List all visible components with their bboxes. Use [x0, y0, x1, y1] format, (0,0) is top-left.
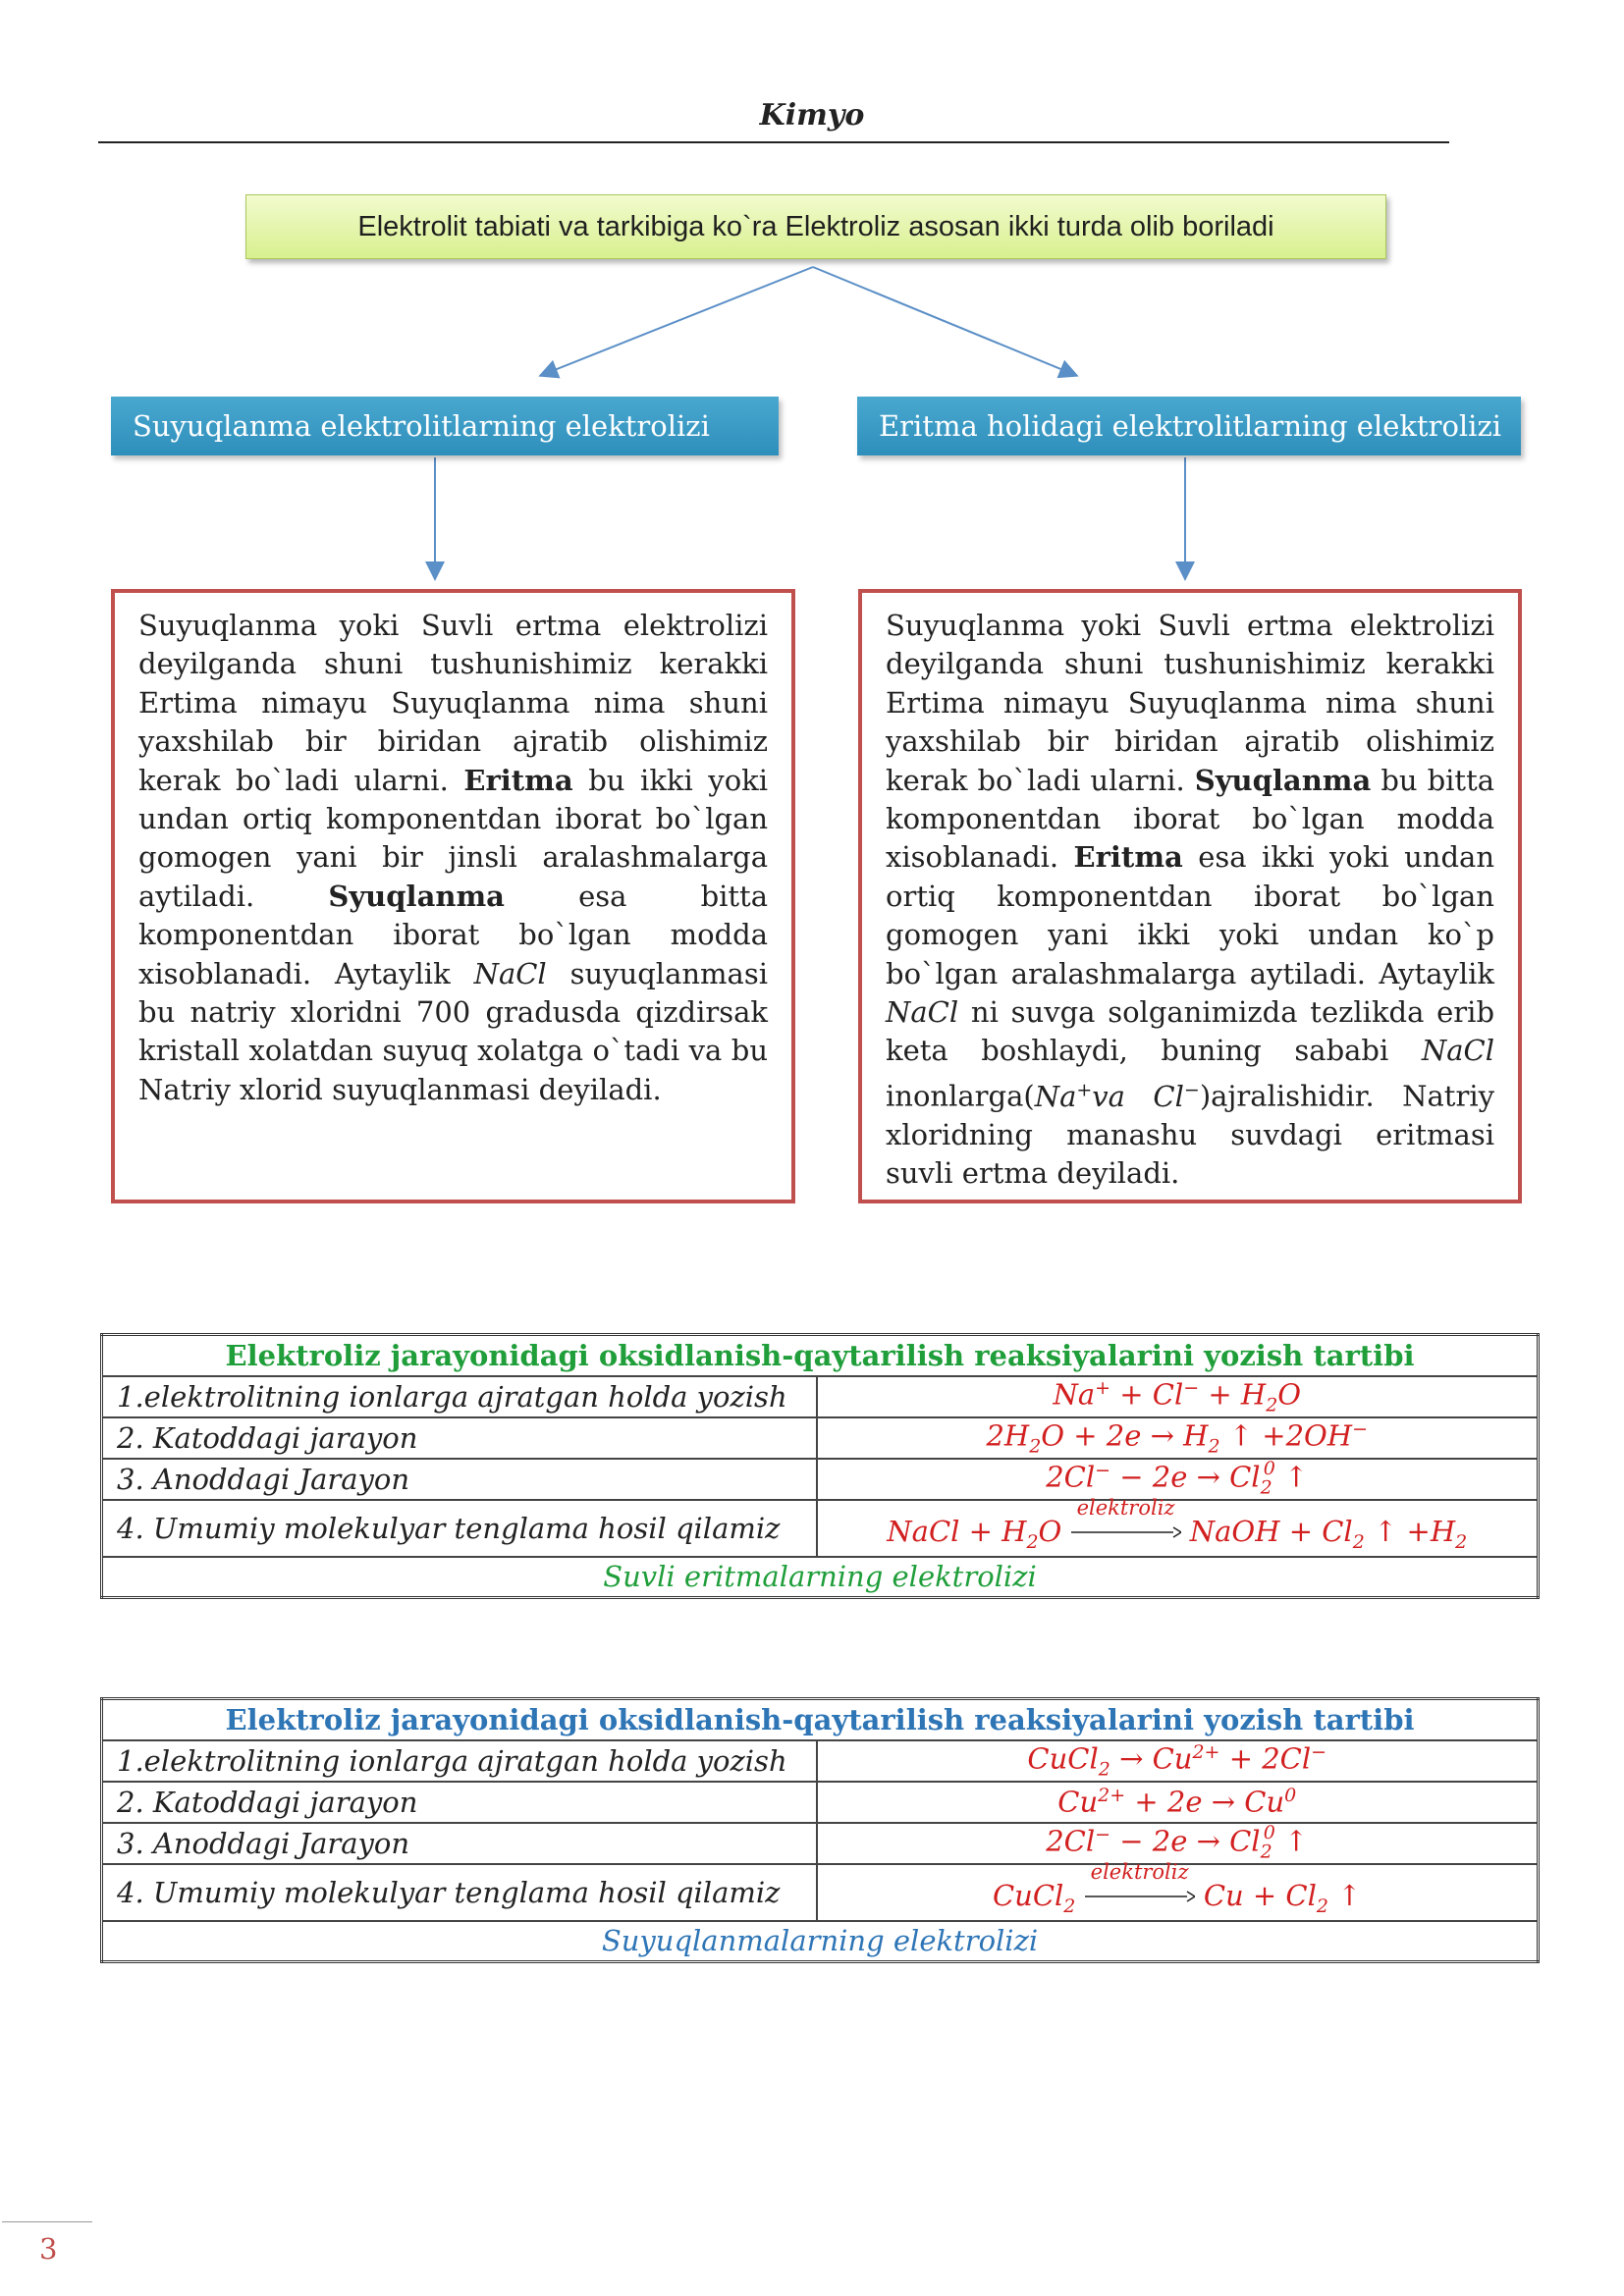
- table-row-label: 2. Katoddagi jarayon: [102, 1782, 817, 1823]
- page-number: 3: [39, 2232, 58, 2266]
- left-explanation-box: [111, 589, 795, 1203]
- equation-overall: CuCl$_2$ elektroliz $Cu + Cl_2$ ↑: [817, 1864, 1539, 1921]
- left-text-part: esa bitta komponentdan iborat bo`lgan modda xisoblanadi. Aytaylik: [138, 879, 768, 990]
- left-bold-term: Eritma: [463, 763, 573, 797]
- right-formula: Na+va Cl−: [1034, 1078, 1200, 1113]
- table1-footer-text: Suvli eritmalarning elektrolizi: [603, 1560, 1037, 1594]
- flow-arrows: [0, 0, 1624, 609]
- arrow-to-right: [813, 267, 1075, 375]
- right-text-part: esa ikki yoki undan ortiq komponentdan iborat bo`lgan gomogen yani ikki yoki undan ko`p bo`lgan aralashmalarga aytiladi. Aytaylik: [886, 840, 1495, 990]
- arrow-to-left: [542, 267, 813, 375]
- equation-anode: $2Cl^- - 2e \to Cl_2^0$ ↑: [817, 1823, 1539, 1864]
- table-row-label: 4. Umumiy molekulyar tenglama hosil qilamiz: [102, 1864, 817, 1921]
- right-bold-term: Eritma: [1073, 840, 1183, 875]
- table-row-label: 1.elektrolitning ionlarga ajratgan holda yozish: [102, 1740, 817, 1782]
- left-bold-term: Syuqlanma: [328, 879, 505, 913]
- left-text-part: suyuqlanmasi bu natriy xloridni 700 gradusda qizdirsak kristall xolatdan suyuq xolatga o`tadi va bu Natriy xlorid suyuqlanmasi deyiladi.: [138, 956, 768, 1106]
- right-text-part: )ajralishidir. Natriy xloridning manashu suvdagi eritmasi suvli ertma deyiladi.: [886, 1079, 1494, 1191]
- flow-left-text: Suyuqlanma elektrolitlarning elektrolizi: [133, 409, 710, 443]
- right-formula: NaCl: [1421, 1034, 1494, 1068]
- table-title: [102, 1335, 1539, 1376]
- equation-cathode: $2H_2O + 2e \to H_2$ ↑ +2OH−: [817, 1417, 1539, 1459]
- right-text-part: inonlarga(: [886, 1079, 1035, 1113]
- table-footer: [102, 1557, 1539, 1598]
- table-row-label: 3. Anoddagi Jarayon: [102, 1823, 817, 1864]
- electrolysis-arrow: elektroliz: [1085, 1884, 1195, 1911]
- page-header-title: Kimyo: [759, 98, 865, 133]
- equation-cathode: $Cu^{2+} + 2e \to Cu^0$: [817, 1782, 1539, 1823]
- flow-right-box: [857, 397, 1521, 455]
- right-bold-term: Syuqlanma: [1194, 763, 1372, 797]
- right-text-part: ni suvga solganimizda tezlikda erib keta boshlaydi, buning sababi: [886, 995, 1495, 1068]
- table-row-label: 3. Anoddagi Jarayon: [102, 1459, 817, 1500]
- table2-title-text: Elektroliz jarayonidagi oksidlanish-qaytarilish reaksiyalarini yozish tartibi: [225, 1702, 1415, 1736]
- table-title: [102, 1699, 1539, 1740]
- equation-anode: $2Cl^- - 2e \to Cl_2^0$ ↑: [817, 1459, 1539, 1500]
- right-text-part: bu bitta komponentdan iborat bo`lgan modda xisoblanadi.: [886, 763, 1495, 875]
- right-formula: NaCl: [886, 995, 959, 1030]
- right-text-part: Suyuqlanma yoki Suvli ertma elektrolizi deyilganda shuni tushunishimiz kerakki Ertima nimayu Suyuqlanma nima shuni yaxshilab bir biridan ajratib olishimiz kerak bo`ladi ularni.: [886, 609, 1494, 797]
- equation-dissociation: $Na^+ + Cl^- + H_2O$: [817, 1376, 1539, 1417]
- equation-dissociation: CuCl$_2$ → $Cu^{2+} + 2Cl^-$: [817, 1740, 1539, 1782]
- table1-title-text: Elektroliz jarayonidagi oksidlanish-qaytarilish reaksiyalarini yozish tartibi: [225, 1338, 1415, 1372]
- table-row-label: 4. Umumiy molekulyar tenglama hosil qilamiz: [102, 1500, 817, 1557]
- right-explanation-box: [858, 589, 1522, 1203]
- flow-left-box: [111, 397, 779, 455]
- table-row-label: 2. Katoddagi jarayon: [102, 1417, 817, 1459]
- reaction-table-aqueous: [100, 1333, 1540, 1599]
- left-text-part: Suyuqlanma yoki Suvli ertma elektrolizi deyilganda shuni tushunishimiz kerakki Ertima nimayu Suyuqlanma nima shuni yaxshilab bir biridan ajratib olishimiz kerak bo`ladi ularni.: [138, 609, 768, 797]
- left-text-part: bu ikki yoki undan ortiq komponentdan iborat bo`lgan gomogen yani bir jinsli aralashmalarga aytiladi.: [138, 763, 768, 913]
- footer-divider: [2, 2221, 92, 2222]
- left-formula: NaCl: [473, 956, 547, 990]
- flow-right-text: Eritma holidagi elektrolitlarning elektrolizi: [879, 409, 1502, 443]
- electrolysis-arrow: elektroliz: [1071, 1520, 1181, 1547]
- table-row-label: 1.elektrolitning ionlarga ajratgan holda yozish: [102, 1376, 817, 1417]
- table-footer: [102, 1921, 1539, 1962]
- table2-footer-text: Suyuqlanmalarning elektrolizi: [601, 1924, 1039, 1958]
- equation-overall: NaCl + $H_2O$ elektroliz NaOH + $Cl_2$ ↑ $+H_2$: [817, 1500, 1539, 1557]
- reaction-table-melt: [100, 1697, 1540, 1963]
- flow-top-text: Elektrolit tabiati va tarkibiga ko`ra Elektroliz asosan ikki turda olib boriladi: [357, 210, 1274, 242]
